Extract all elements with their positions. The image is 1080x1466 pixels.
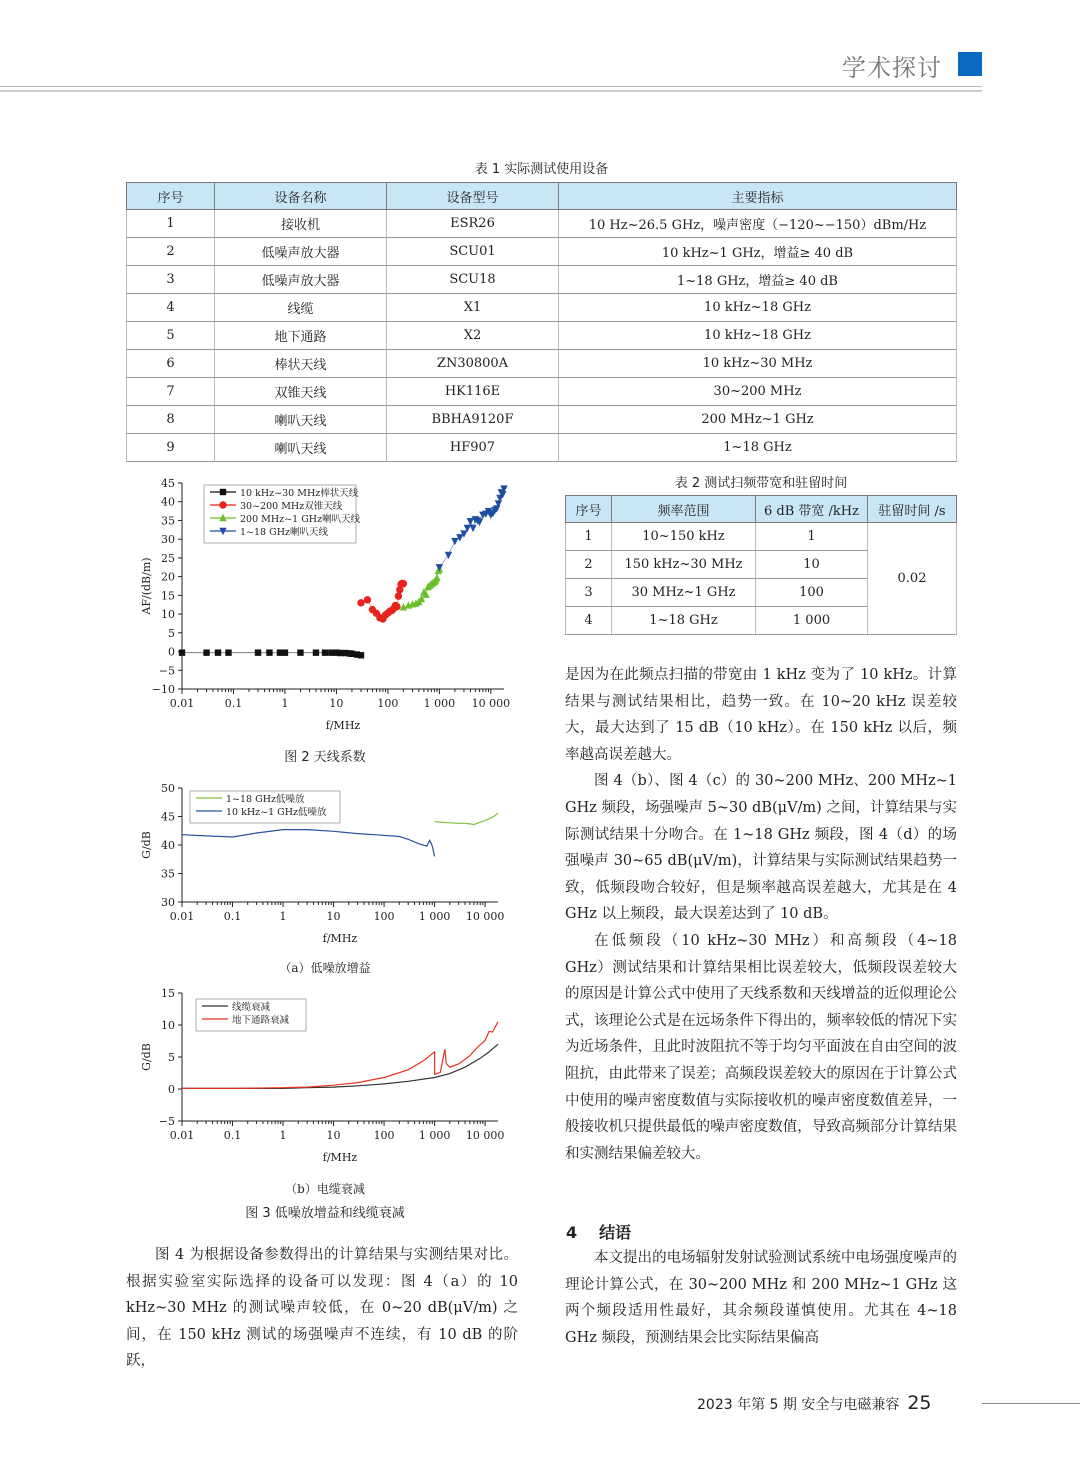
paragraph: 图 4（b）、图 4（c）的 30~200 MHz、200 MHz~1 GHz 频段，场强噪声 5~30 dB(μV/m) 之间，计算结果与实际测试结果十分吻合。在 1~18 GHz 频段，图 4（d）的场强噪声 30~65 dB(μV/m)，计算结果与实际测试结果趋势一致，低频段吻合较好，但是频率越高误差越大，尤其是在 4 GHz 以上频段，最大误差达到了 10 dB。: [565, 773, 957, 923]
table-cell: 9: [127, 434, 215, 462]
y-tick-label: 15: [161, 589, 175, 603]
table-row: [127, 350, 957, 378]
table-row: [127, 294, 957, 322]
y-tick-label: 25: [161, 551, 175, 565]
x-tick-label: 100: [377, 697, 399, 710]
data-point: [451, 538, 458, 545]
data-point: [467, 518, 474, 525]
antenna-factor-chart: [130, 474, 520, 744]
page-number: 25: [907, 1392, 932, 1414]
table-row: [127, 406, 957, 434]
lna-gain-chart: [130, 776, 520, 951]
table-cell: HF907: [387, 434, 559, 462]
table-cell: 4: [566, 607, 612, 635]
conclusion-block: [565, 1245, 957, 1351]
legend-marker: [220, 489, 226, 495]
x-tick-label: 1 000: [418, 1129, 451, 1142]
table-cell: 10 kHz~1 GHz，增益≥ 40 dB: [559, 238, 957, 266]
data-point: [393, 603, 400, 610]
y-tick-label: −5: [158, 664, 175, 678]
x-tick-label: 1: [281, 697, 289, 710]
table-header-cell: 序号: [566, 496, 612, 523]
x-tick-label: 10 000: [471, 697, 511, 710]
table-cell: 200 MHz~1 GHz: [559, 406, 957, 434]
equipment-table: [126, 182, 957, 462]
table-cell: 7: [127, 378, 215, 406]
legend-label: 1~18 GHz低噪放: [226, 794, 305, 805]
table-cell: 5: [127, 322, 215, 350]
journal-issue: 2023 年第 5 期 安全与电磁兼容: [697, 1397, 900, 1413]
y-tick-label: 40: [161, 495, 175, 509]
x-tick-label: 0.1: [224, 697, 243, 710]
x-tick-label: 10 000: [465, 1129, 505, 1142]
table-cell: 喇叭天线: [215, 406, 387, 434]
data-point: [364, 596, 371, 603]
table-cell: 30 MHz~1 GHz: [612, 579, 756, 607]
legend-marker: [219, 501, 226, 508]
table-cell: 30~200 MHz: [559, 378, 957, 406]
x-tick-label: 1 000: [423, 697, 456, 710]
data-point: [313, 649, 319, 655]
y-tick-label: 5: [168, 626, 175, 640]
figure3b-caption: （b）电缆衰减: [285, 1182, 365, 1196]
y-tick-label: 15: [161, 987, 175, 1000]
table-row: [127, 210, 957, 238]
data-point: [297, 649, 303, 655]
table-header-cell: 驻留时间 /s: [868, 496, 957, 523]
data-point: [469, 525, 476, 532]
table-header-cell: 设备名称: [215, 183, 387, 210]
y-tick-label: −10: [151, 683, 175, 696]
table-cell: 3: [566, 579, 612, 607]
x-tick-label: 0.01: [169, 1129, 195, 1142]
dwell-time-cell: 0.02: [868, 523, 957, 635]
data-point: [266, 649, 272, 655]
paragraph: 本文提出的电场辐射发射试验测试系统中电场强度噪声的理论计算公式，在 30~200 MHz 和 200 MHz~1 GHz 这两个频段适用性最好，其余频段谨慎使用。尤其在 4~18 GHz 频段，预测结果会比实际结果偏高: [565, 1250, 957, 1346]
x-axis-label: f/MHz: [325, 719, 361, 732]
paragraph: 是因为在此频点扫描的带宽由 1 kHz 变为了 10 kHz。计算结果与测试结果相比，趋势一致。在 10~20 kHz 误差较大，最大达到了 15 dB（10 kHz）。在 150 kHz 以后，频率越高误差越大。: [565, 667, 957, 763]
series-line: [182, 830, 435, 857]
table-cell: 喇叭天线: [215, 434, 387, 462]
footer-rule: [982, 1403, 1080, 1404]
table-cell: 双锥天线: [215, 378, 387, 406]
table-cell: 1: [566, 523, 612, 551]
data-point: [400, 580, 407, 587]
x-tick-label: 100: [373, 910, 395, 923]
x-tick-label: 100: [373, 1129, 395, 1142]
x-tick-label: 1: [279, 910, 287, 923]
header-rule: [0, 86, 982, 87]
legend-label: 30~200 MHz双锥天线: [240, 501, 343, 512]
legend-label: 地下通路衰减: [232, 1015, 290, 1026]
y-tick-label: 35: [161, 514, 175, 528]
series-line: [435, 813, 498, 824]
x-tick-label: 0.01: [169, 910, 195, 923]
x-axis-label: f/MHz: [322, 932, 358, 945]
table-cell: 4: [127, 294, 215, 322]
x-tick-label: 0.1: [223, 1129, 242, 1142]
table1-caption: 表 1 实际测试使用设备: [474, 162, 609, 177]
table-cell: SCU18: [387, 266, 559, 294]
table-cell: BBHA9120F: [387, 406, 559, 434]
figure2-caption: 图 2 天线系数: [284, 750, 366, 765]
table-cell: 6: [127, 350, 215, 378]
table-cell: 2: [127, 238, 215, 266]
table-cell: ESR26: [387, 210, 559, 238]
legend-label: 线缆衰减: [232, 1002, 271, 1013]
table-cell: HK116E: [387, 378, 559, 406]
y-tick-label: 0: [168, 1083, 175, 1096]
table-cell: 100: [756, 579, 868, 607]
table-cell: 1: [127, 210, 215, 238]
series-line: [182, 1022, 498, 1089]
table-cell: 1~18 GHz，增益≥ 40 dB: [559, 266, 957, 294]
table-cell: 1~18 GHz: [559, 434, 957, 462]
section-heading: [566, 1220, 631, 1243]
y-tick-label: 50: [161, 782, 175, 795]
x-tick-label: 1: [279, 1129, 287, 1142]
paragraph: 图 4 为根据设备参数得出的计算结果与实测结果对比。根据实验室实际选择的设备可以发现：图 4（a）的 10 kHz~30 MHz 的测试噪声较低，在 0~20 dB(μV/m) 之间，在 150 kHz 测试的场强噪声不连续，有 10 dB 的阶跃，: [126, 1247, 518, 1370]
table-row: [127, 378, 957, 406]
table-cell: 1: [756, 523, 868, 551]
table-row: [127, 238, 957, 266]
table2-caption: 表 2 测试扫频带宽和驻留时间: [674, 476, 848, 491]
table-cell: 3: [127, 266, 215, 294]
data-point: [179, 649, 185, 655]
table-cell: 地下通路: [215, 322, 387, 350]
y-tick-label: 10: [161, 608, 175, 622]
table-cell: 10 kHz~18 GHz: [559, 294, 957, 322]
header-rule-double: [0, 90, 982, 92]
x-tick-label: 10: [326, 1129, 341, 1142]
legend-label: 200 MHz~1 GHz喇叭天线: [240, 514, 361, 525]
table-cell: SCU01: [387, 238, 559, 266]
data-point: [225, 649, 231, 655]
table-cell: 10~150 kHz: [612, 523, 756, 551]
y-tick-label: 45: [161, 810, 175, 824]
table-header-cell: 6 dB 带宽 /kHz: [756, 496, 868, 523]
data-point: [357, 599, 364, 606]
paragraph: 在低频段（10 kHz~30 MHz）和高频段（4~18 GHz）测试结果和计算结果相比误差较大，低频段误差较大的原因是计算公式中使用了天线系数和天线增益的近似理论公式，该理论公式是在远场条件下得出的，频率较低的情况下实为近场条件，且此时波阻抗不等于均匀平面波在自由空间的波阻抗，由此带来了误差；高频段误差较大的原因在于计算公式中使用的噪声密度数值与实际接收机的噪声密度数值差异，一般接收机只提供最低的噪声密度数值，导致高频部分计算结果和实测结果偏差较大。: [565, 932, 957, 1162]
figure3-caption: 图 3 低噪放增益和线缆衰减: [245, 1206, 405, 1221]
table-cell: 150 kHz~30 MHz: [612, 551, 756, 579]
y-tick-label: −5: [158, 1115, 175, 1128]
table-cell: ZN30800A: [387, 350, 559, 378]
table-cell: 棒状天线: [215, 350, 387, 378]
table-row: [127, 322, 957, 350]
y-tick-label: 35: [161, 867, 175, 881]
table-row: [566, 523, 957, 551]
table-cell: 10 kHz~30 MHz: [559, 350, 957, 378]
table-cell: 8: [127, 406, 215, 434]
table-cell: X1: [387, 294, 559, 322]
table-cell: 1 000: [756, 607, 868, 635]
table-row: [127, 266, 957, 294]
body-right-column: [565, 662, 957, 1167]
data-point: [433, 574, 440, 581]
x-tick-label: 10: [329, 697, 344, 710]
data-point: [203, 649, 209, 655]
table-cell: 线缆: [215, 294, 387, 322]
table-cell: 10 kHz~18 GHz: [559, 322, 957, 350]
page-footer: [697, 1392, 932, 1414]
y-tick-label: 30: [161, 533, 175, 547]
y-axis-label: AF/(dB/m): [140, 557, 153, 615]
cable-loss-chart: [130, 983, 520, 1173]
table-cell: 2: [566, 551, 612, 579]
x-tick-label: 10: [326, 910, 341, 923]
table-header-cell: 频率范围: [612, 496, 756, 523]
data-point: [395, 592, 402, 599]
y-tick-label: 10: [161, 1019, 175, 1032]
table-cell: 低噪声放大器: [215, 238, 387, 266]
y-tick-label: 5: [168, 1051, 175, 1064]
x-axis-label: f/MHz: [322, 1151, 358, 1164]
body-left-column: [126, 1242, 518, 1375]
y-axis-label: G/dB: [140, 831, 153, 859]
x-tick-label: 1 000: [418, 910, 451, 923]
data-point: [322, 649, 328, 655]
table-cell: X2: [387, 322, 559, 350]
table-header-cell: 设备型号: [387, 183, 559, 210]
table-cell: 低噪声放大器: [215, 266, 387, 294]
table-cell: 10: [756, 551, 868, 579]
section-title-text: 结语: [599, 1223, 632, 1242]
legend-label: 10 kHz~30 MHz棒状天线: [240, 488, 359, 499]
table-header-cell: 序号: [127, 183, 215, 210]
y-tick-label: 30: [161, 896, 175, 909]
legend-label: 1~18 GHz喇叭天线: [240, 527, 328, 538]
sweep-table: [565, 495, 957, 635]
x-tick-label: 10 000: [465, 910, 505, 923]
x-tick-label: 0.01: [169, 697, 195, 710]
data-point: [215, 649, 221, 655]
section-accent-square-icon: [958, 52, 982, 76]
y-axis-label: G/dB: [140, 1043, 153, 1071]
data-point: [282, 649, 288, 655]
table-cell: 接收机: [215, 210, 387, 238]
y-tick-label: 20: [161, 570, 175, 584]
y-tick-label: 40: [161, 839, 175, 852]
x-tick-label: 0.1: [223, 910, 242, 923]
data-point: [358, 652, 364, 658]
table-row: [127, 434, 957, 462]
section-number: 4: [566, 1223, 578, 1242]
table-cell: 1~18 GHz: [612, 607, 756, 635]
y-tick-label: 0: [168, 645, 175, 659]
figure3a-caption: （a）低噪放增益: [279, 961, 371, 975]
table-header-cell: 主要指标: [559, 183, 957, 210]
y-tick-label: 45: [161, 477, 175, 490]
data-point: [255, 649, 261, 655]
section-title: 学术探讨: [842, 54, 942, 82]
table-cell: 10 Hz~26.5 GHz，噪声密度（−120~−150）dBm/Hz: [559, 210, 957, 238]
legend-label: 10 kHz~1 GHz低噪放: [226, 807, 327, 818]
